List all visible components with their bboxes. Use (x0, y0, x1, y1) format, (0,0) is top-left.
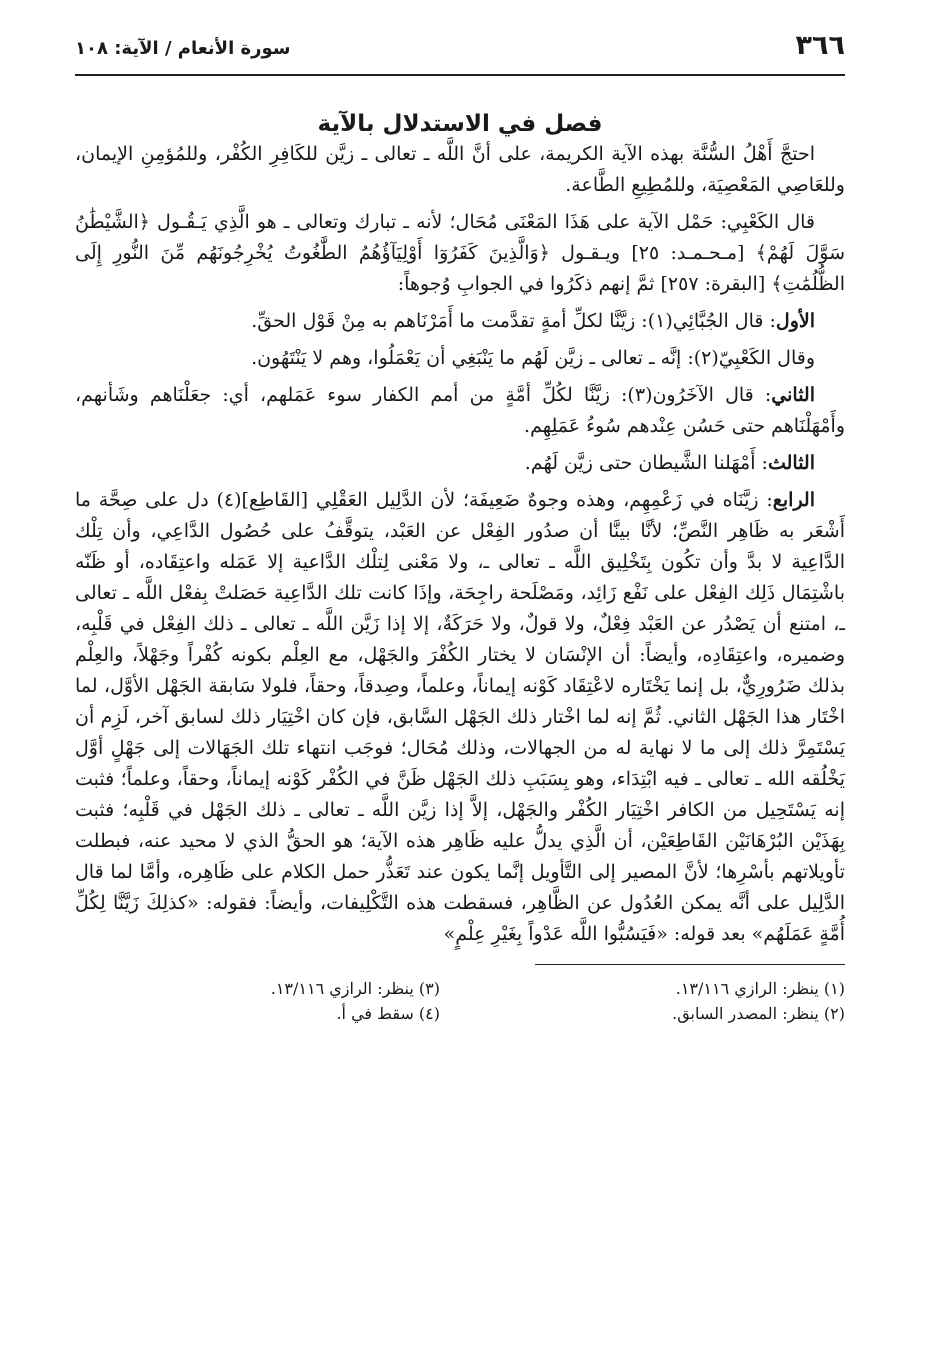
section-heading: فصل في الاستدلال بالآية (317, 111, 603, 137)
running-header (75, 30, 845, 61)
point-label: الرابع (772, 489, 815, 511)
paragraph: وقال الكَعْبِيّ(٢): إنَّه ـ تعالى ـ زيَّن لَهُم ما يَنْبَغِي أن يَعْمَلُوا، وهم لا يَنْتَهُون. (251, 347, 815, 369)
point-label: الأول (775, 310, 815, 332)
body-text (75, 139, 845, 950)
footnotes (75, 979, 845, 1023)
paragraph: الثالث: أَمْهَلنا الشَّيطان حتى زيَّن لَهُم. (524, 452, 815, 474)
paragraph: الثاني: قال الآخَرُون(٣): زيَّنَّا لكُلِّ أمَّةٍ من أمم الكفار سوء عَمَلهم، أي: جعَلْنَاهم وشَأنهم، وأَمْهَلْنَاهم حتى حَسُن عِنْدهم سُوءُ عَمَلِهِم. (75, 384, 845, 437)
paragraph: احتجَّ أَهْلُ السُّنَّة بهذه الآية الكريمة، على أنَّ اللَّه ـ تعالى ـ زيَّن للكَافِرِ الكُفْر، وللمُؤمِنِ الإيمان، وللعَاصِي المَعْصِيَة، وللمُطِيعِ الطَّاعة. (75, 143, 845, 196)
paragraph: الرابع: زيَّنَاه في زَعْمِهِم، وهذه وجوهٌ ضَعِيفَة؛ لأن الدَّلِيل العَقْلِي [القَاطِع](٤) دل على صِحَّة ما أَشْعَر به ظَاهِر النَّصِّ؛ لأنَّا بينَّا أن صدُور الفِعْل عن العَبْد، يتوقَّفُ على حُصُول الدَّاعِي، وأن تِلْك الدَّاعِية لا بدَّ وأن تكُون بِتَخْلِيق اللَّه ـ تعالى ـ، ولا مَعْنى لِتلْك الدَّاعية إلا عَمَله واعتِقَاده، أو ظَنّه باشْتِمَال ذَلِك الفِعْل على نَفْع زَائِد، ومَصْلَحة راجِحَة، وإذَا كانت تلك الدَّاعِية حَصَلتْ بِفعْل اللَّه ـ تعالى ـ، امتنع أن يَصْدُر عن العَبْد فِعْلٌ، ولا قولٌ، ولا حَرَكَةٌ، إلا إذا زَيَّن اللَّه ـ تعالى ـ ذلك الفِعْل في قَلْبِه، وضميره، واعتِقَادِه، وأيضاً: أن الإنْسَان لا يختار الكُفْرَ والجَهْل، مع العِلْم بكونه كُفْراً وجَهْلاً، والعِلْم بذلك ضَرُورِيٌّ، بل إنما يَخْتَاره لاعْتِقَاد كَوْنه إيماناً، وعلماً، وصِدقاً، وحقاً، فلولا سَابقة الجَهْل الأوَّل، لما اخْتَار هذا الجَهْل الثاني. ثُمَّ إنه لما اخْتار ذلك الجَهْل السَّابق، فإن كان اخْتِيَار ذلك لسابق آخر، لَزِم أن يَسْتَمِرَّ ذلك إلى ما لا نهاية له من الجهالات، وذلك مُحَال؛ فوجَب انتهاء تلك الجَهَالات إلى جَهْلٍ أوَّل يَخْلُقه الله ـ تعالى ـ فيه ابْتِدَاء، وهو بِسَبَبِ ذلك الجَهْل ظَنَّ في الكُفْر كَوْنه إيماناً، وحقاً، وعلماً؛ فثبت إنه يَسْتَحِيل من الكافر اخْتِيَار الكُفْر والجَهْل، إلاَّ إذا زيَّن اللَّه ـ تعالى ـ ذلك الجَهْل في قَلْبِه؛ فثبت بِهَذَيْن البُرْهَانَيْن القَاطِعَيْن، أن الَّذِي يدلُّ عليه ظَاهِر هذه الآية؛ هو الحقُّ الذي لا محيد عنه، فبطلت تأويلاتهم بأسْرِها؛ لأنَّ المصير إلى التَّأويل إنَّما يكون عند تَعَذُّر حمل الكلام على ظَاهِره، وأمَّا لما قال الدَّلِيل على أنَّه يمكن العُدُول عن الظَّاهِر، فسقطت هذه التَّكْلِيفات، وأيضاً: فقوله: «كذلِكَ زَيَّنَّا لِكُلِّ أُمَّةٍ عَمَلَهُم» بعد قوله: «فَيَسُبُّوا اللَّه عَدْواً بِغَيْرِ عِلْمٍ» (75, 489, 845, 945)
page-number: ٣٦٦ (795, 30, 845, 61)
paragraph: الأول: قال الجُبَّائِي(١): زيَّنَّا لكلِّ أمةٍ تقدَّمت ما أَمَرْنَاهم به مِنْ قَوْل الحقِّ. (251, 310, 815, 332)
footnote: (١) ينظر: الرازي ١٣/١١٦. (675, 979, 845, 998)
paragraph: قال الكَعْبِي: حَمْل الآية على هَذَا المَعْنَى مُحَال؛ لأنه ـ تبارك وتعالى ـ هو الَّذِي يَـقُـول ﴿الشَّيْطَٰنُ سَوَّلَ لَهُمْ﴾ [مـحـمـد: ٢٥] ويـقـول ﴿وَالَّذِينَ كَفَرُوٓا أَوْلِيَآؤُهُمُ الطَّٰغُوتُ يُخْرِجُونَهُم مِّنَ النُّورِ إِلَى الظُّلُمَٰتِ﴾ [البقرة: ٢٥٧] ثمَّ إنهم ذكَرُوا في الجوابِ وُجوهاً: (75, 211, 845, 295)
footnote: (٢) ينظر: المصدر السابق. (672, 1004, 845, 1023)
point-label: الثالث (767, 452, 815, 474)
point-label: الثاني (771, 384, 815, 406)
header-rule (75, 74, 845, 76)
running-title: سورة الأنعام / الآية: ١٠٨ (75, 38, 291, 59)
footnote: (٣) ينظر: الرازي ١٣/١١٦. (270, 979, 440, 998)
document-page (75, 30, 845, 1023)
footnote: (٤) سقط في أ. (336, 1004, 440, 1023)
footnote-rule (535, 964, 845, 965)
